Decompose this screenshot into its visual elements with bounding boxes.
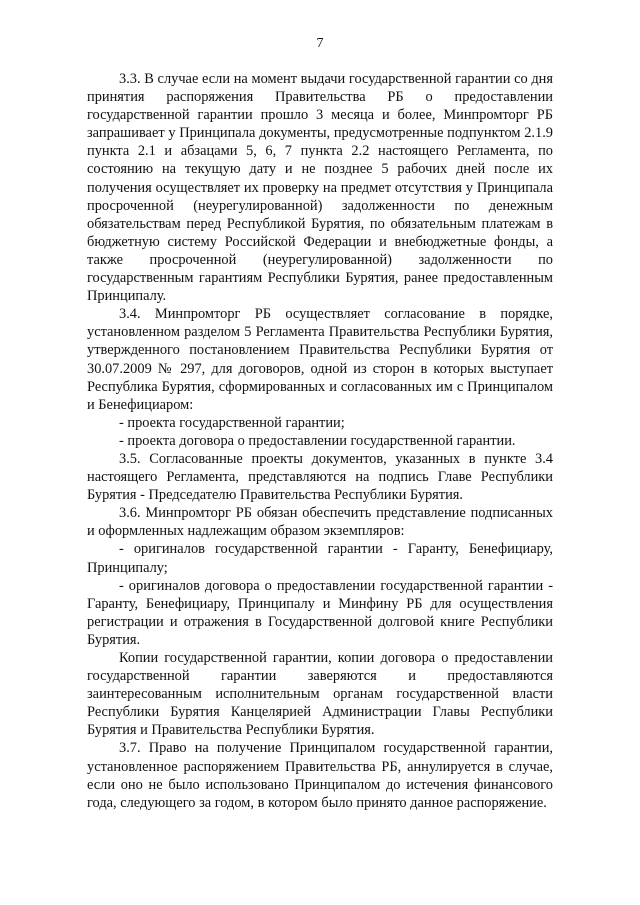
paragraph-3-6: 3.6. Минпромторг РБ обязан обеспечить представление подписанных и оформленных надлежащим образом экземпляров:	[87, 505, 553, 540]
paragraph-3-4: 3.4. Минпромторг РБ осуществляет согласование в порядке, установленном разделом 5 Регламента Правительства Республики Бурятия, утвержденного постановлением Правительства Республики Бурятия от 30.07.2009 № 297, для договоров, одной из сторон в которых выступает Республика Бурятия, сформированных и согласованных им с Принципалом и Бенефициаром:	[87, 306, 553, 413]
page-number: 7	[316, 36, 324, 51]
list-item-contract-originals: - оригиналов договора о предоставлении государственной гарантии - Гаранту, Бенефициару, Принципалу и Минфину РБ для осуществления регистрации и отражения в Государственной долговой книге Республики Бурятия.	[87, 577, 553, 648]
paragraph-3-3: 3.3. В случае если на момент выдачи государственной гарантии со дня принятия распоряжения Правительства РБ о предоставлении государственной гарантии прошло 3 месяца и более, Минпромторг РБ запрашивает у Принципала документы, предусмотренные подпунктом 2.1.9 пункта 2.1 и абзацами 5, 6, 7 пункта 2.2 настоящего Регламента, по состоянию на текущую дату и не позднее 5 рабочих дней после их получения осуществляет их проверку на предмет отсутствия у Принципала просроченной (неурегулированной) задолженности по денежным обязательствам перед Республикой Бурятия, по обязательным платежам в бюджетную систему Российской Федерации и внебюджетные фонды, а также просроченной (неурегулированной) задолженности по государственным гарантиям Республики Бурятия, ранее предоставленным Принципалу.	[87, 71, 553, 305]
list-item-guarantee-originals: - оригиналов государственной гарантии - Гаранту, Бенефициару, Принципалу;	[87, 541, 553, 576]
list-item-contract-draft: - проекта договора о предоставлении государственной гарантии.	[119, 432, 516, 449]
list-item-guarantee-draft: - проекта государственной гарантии;	[119, 414, 345, 431]
document-body	[87, 70, 553, 812]
paragraph-copies: Копии государственной гарантии, копии договора о предоставлении государственной гарантии заверяются и предоставляются заинтересованным исполнительным органам государственной власти Республики Бурятия Канцелярией Администрации Главы Республики Бурятия и Правительства Республики Бурятия.	[87, 650, 553, 739]
paragraph-3-7: 3.7. Право на получение Принципалом государственной гарантии, установленное распоряжением Правительства РБ, аннулируется в случае, если оно не было использовано Принципалом до истечения финансового года, следующего за годом, в котором было принято данное распоряжение.	[87, 740, 553, 811]
paragraph-3-5: 3.5. Согласованные проекты документов, указанных в пункте 3.4 настоящего Регламента, представляются на подпись Главе Республики Бурятия - Председателю Правительства Республики Бурятия.	[87, 450, 553, 504]
